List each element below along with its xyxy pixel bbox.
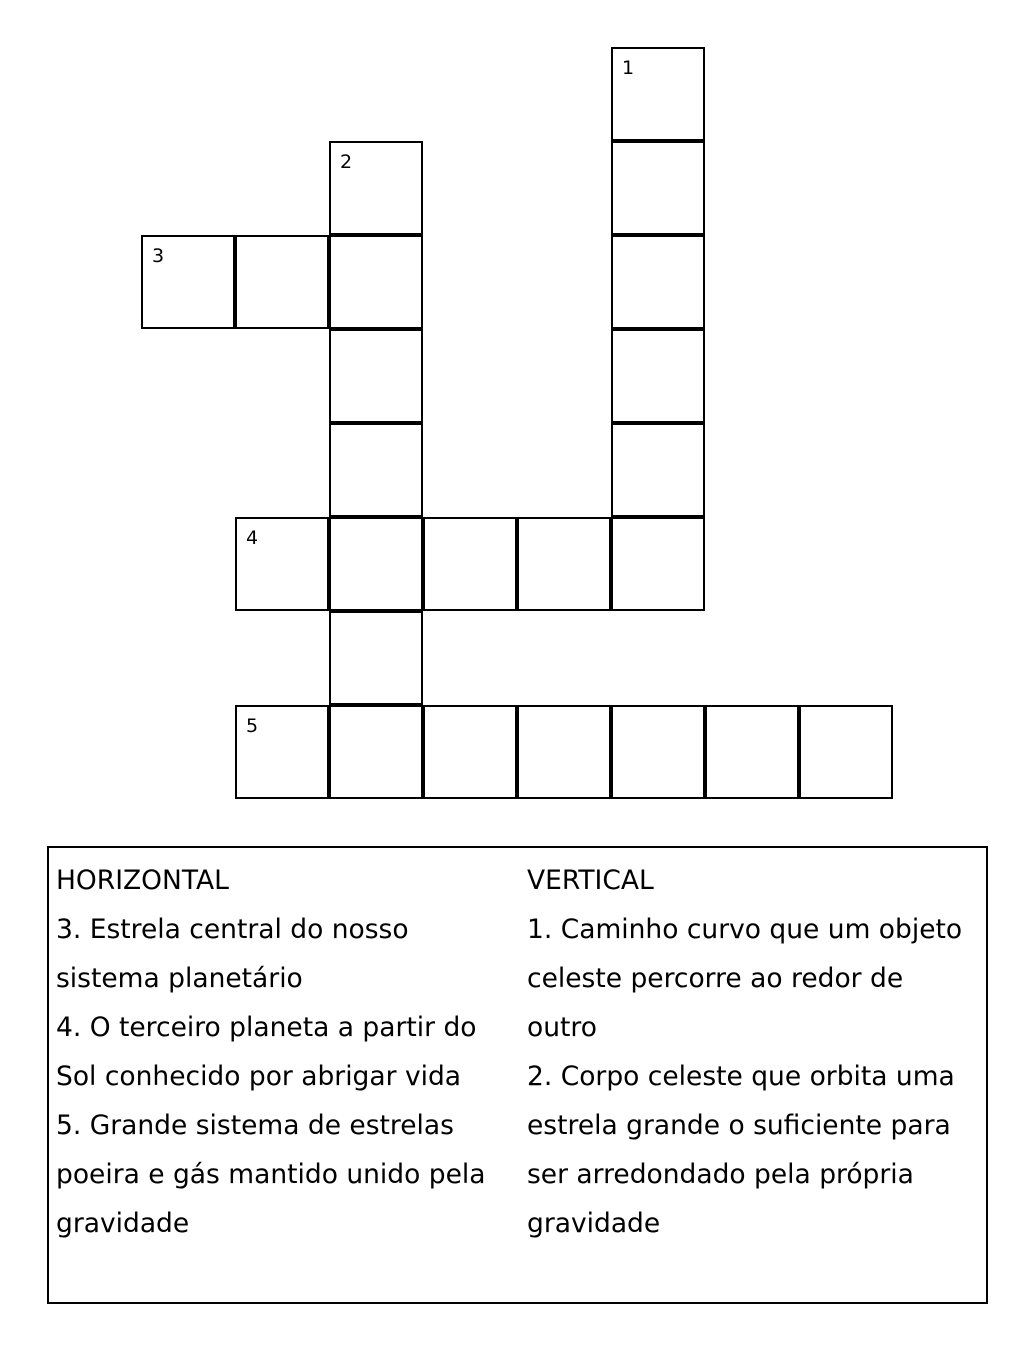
clue-number: 4 <box>246 527 259 549</box>
crossword-cell[interactable] <box>611 235 705 329</box>
crossword-cell[interactable] <box>423 705 517 799</box>
clue-vertical-2: 2. Corpo celeste que orbita uma estrela grande o suficiente para ser arredondado pela própria gravidade <box>527 1061 955 1239</box>
crossword-cell[interactable] <box>235 235 329 329</box>
crossword-cell[interactable] <box>141 235 235 329</box>
clue-horizontal-4: 4. O terceiro planeta a partir do Sol conhecido por abrigar vida <box>56 1012 477 1092</box>
vertical-heading: VERTICAL <box>527 865 654 896</box>
clue-horizontal-3: 3. Estrela central do nosso sistema planetário <box>56 914 409 994</box>
crossword-cell[interactable] <box>611 329 705 423</box>
clues-box <box>47 846 988 1304</box>
crossword-cell[interactable] <box>423 517 517 611</box>
clue-horizontal-5: 5. Grande sistema de estrelas poeira e gás mantido unido pela gravidade <box>56 1110 486 1239</box>
crossword-cell[interactable] <box>611 141 705 235</box>
crossword-cell[interactable] <box>329 141 423 235</box>
crossword-cell[interactable] <box>235 705 329 799</box>
clue-number: 2 <box>340 151 353 173</box>
crossword-cell[interactable] <box>329 705 423 799</box>
crossword-cell[interactable] <box>611 705 705 799</box>
crossword-cell[interactable] <box>329 611 423 705</box>
clue-vertical-1: 1. Caminho curvo que um objeto celeste percorre ao redor de outro <box>527 914 963 1043</box>
crossword-cell[interactable] <box>611 47 705 141</box>
crossword-cell[interactable] <box>705 705 799 799</box>
crossword-cell[interactable] <box>329 329 423 423</box>
clue-number: 3 <box>152 245 165 267</box>
crossword-cell[interactable] <box>329 423 423 517</box>
crossword-cell[interactable] <box>517 517 611 611</box>
crossword-cell[interactable] <box>799 705 893 799</box>
clue-number: 1 <box>622 57 635 79</box>
horizontal-clues <box>56 856 506 1248</box>
crossword-cell[interactable] <box>611 517 705 611</box>
crossword-cell[interactable] <box>329 517 423 611</box>
crossword-cell[interactable] <box>329 235 423 329</box>
crossword-cell[interactable] <box>517 705 611 799</box>
crossword-cell[interactable] <box>611 423 705 517</box>
clue-number: 5 <box>246 715 259 737</box>
vertical-clues <box>527 856 977 1248</box>
crossword-cell[interactable] <box>235 517 329 611</box>
horizontal-heading: HORIZONTAL <box>56 865 229 896</box>
